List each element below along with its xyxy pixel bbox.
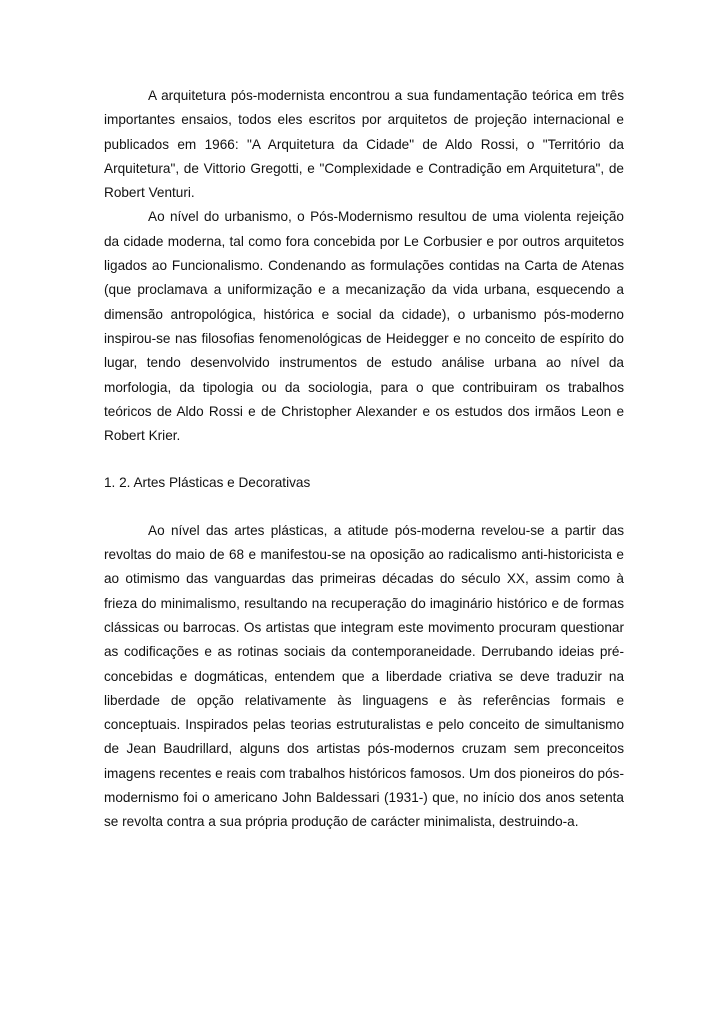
paragraph-plastic-arts: Ao nível das artes plásticas, a atitude pós-moderna revelou-se a partir das revoltas do maio de 68 e manifestou-se na oposição ao radicalismo anti-historicista e ao otimismo das vanguardas das primeiras décadas do século XX, assim como à frieza do minimalismo, resultando na recuperação do imaginário histórico e de formas clássicas ou barrocas. Os artistas que integram este movimento procuram questionar as codificações e as rotinas sociais da contemporaneidade. Derrubando ideias pré-concebidas e dogmáticas, entendem que a liberdade criativa se deve traduzir na liberdade de opção relativamente às linguagens e às referências formais e conceptuais. Inspirados pelas teorias estruturalistas e pelo conceito de simultanismo de Jean Baudrillard, alguns dos artistas pós-modernos cruzam sem preconceitos imagens recentes e reais com trabalhos históricos famosos. Um dos pioneiros do pós-modernismo foi o americano John Baldessari (1931-) que, no início dos anos setenta se revolta contra a sua própria produção de carácter minimalista, destruindo-a.: [104, 522, 624, 830]
paragraph-architecture-essays: A arquitetura pós-modernista encontrou a sua fundamentação teórica em três importantes ensaios, todos eles escritos por arquitetos de projeção internacional e publicados em 1966: "A Arquitetura da Cidade" de Aldo Rossi, o "Território da Arquitetura", de Vittorio Gregotti, e "Complexidade e Contradição em Arquitetura", de Robert Venturi.: [104, 88, 624, 201]
section-heading: 1. 2. Artes Plásticas e Decorativas: [104, 475, 311, 491]
document-body: [104, 84, 624, 835]
paragraph-urbanism: Ao nível do urbanismo, o Pós-Modernismo resultou de uma violenta rejeição da cidade moderna, tal como fora concebida por Le Corbusier e por outros arquitetos ligados ao Funcionalismo. Condenando as formulações contidas na Carta de Atenas (que proclamava a uniformização e a mecanização da vida urbana, esquecendo a dimensão antropológica, histórica e social da cidade), o urbanismo pós-moderno inspirou-se nas filosofias fenomenológicas de Heidegger e no conceito de espírito do lugar, tendo desenvolvido instrumentos de estudo análise urbana ao nível da morfologia, da tipologia ou da sociologia, para o que contribuiram os trabalhos teóricos de Aldo Rossi e de Christopher Alexander e os estudos dos irmãos Leon e Robert Krier.: [104, 209, 624, 444]
